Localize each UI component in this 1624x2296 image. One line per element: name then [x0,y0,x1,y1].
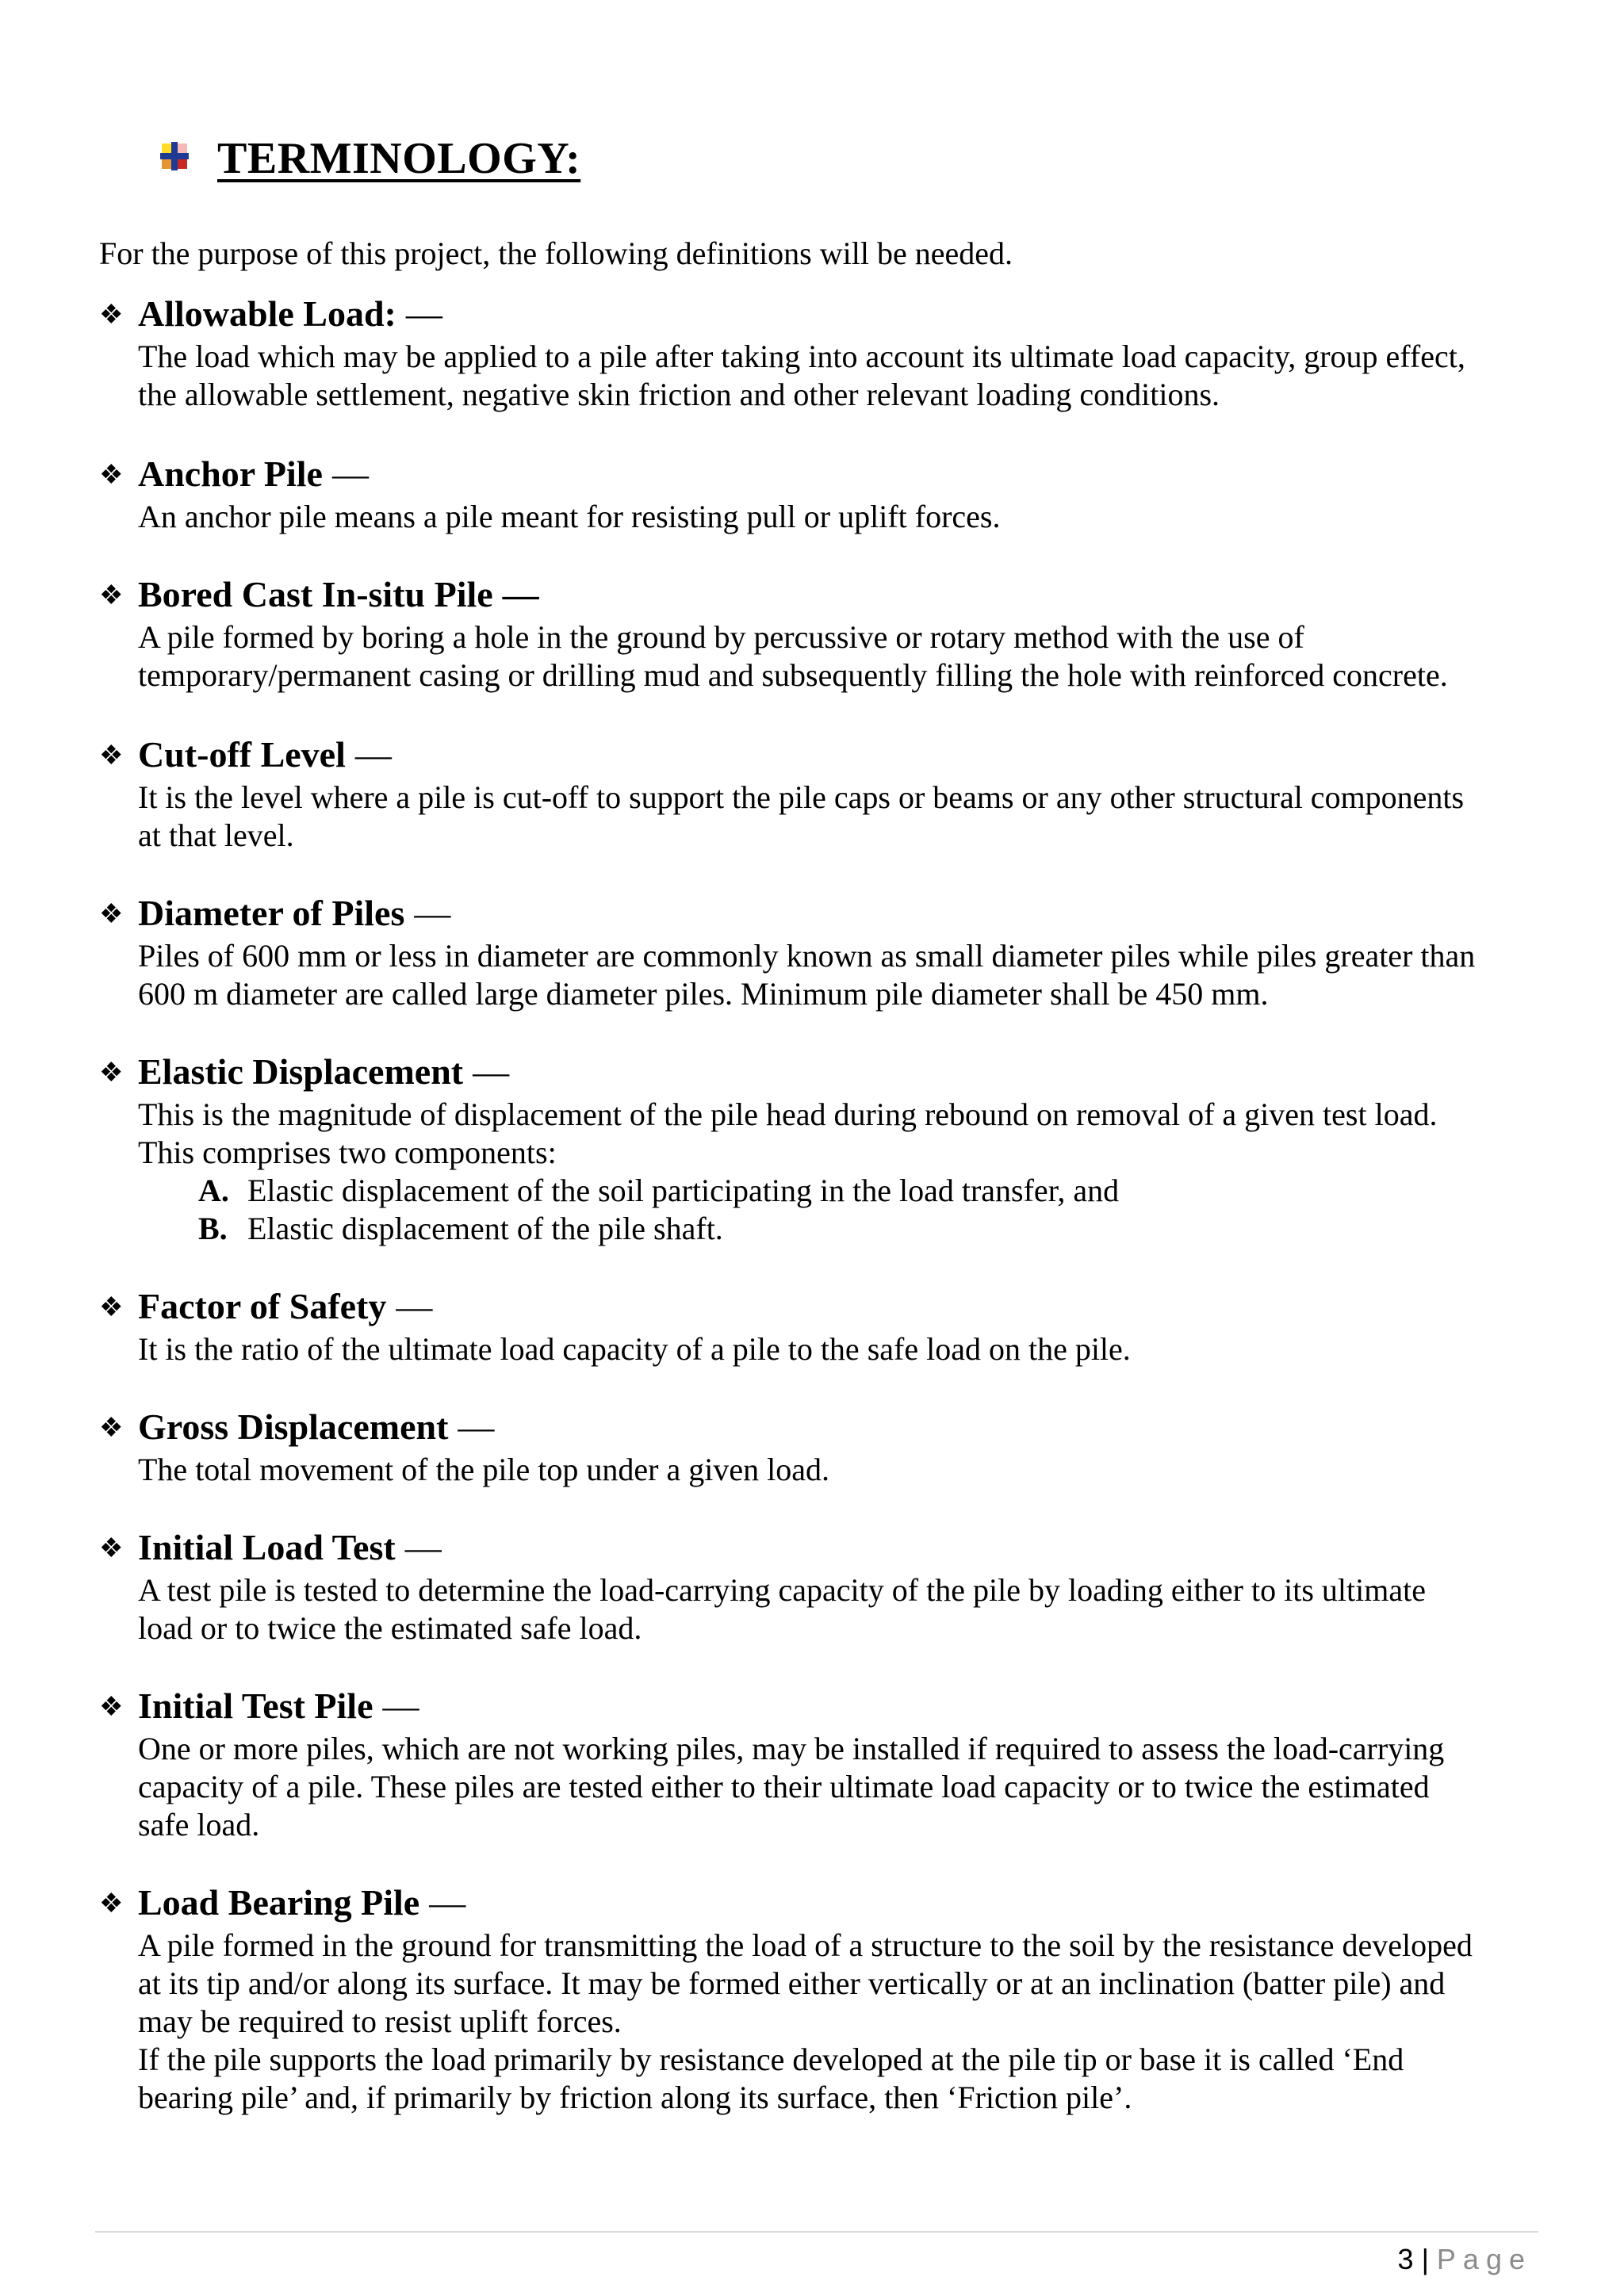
term-dash: — [382,1686,419,1726]
term-entry [99,1525,1550,1647]
term-heading [99,1405,1550,1449]
definition-line: temporary/permanent casing or drilling mud and subsequently filling the hole with reinforced concrete. [138,657,1448,693]
term-definition [138,1927,1550,2117]
term-dash: — [405,293,442,334]
term-dash: — [502,574,539,614]
term-heading [99,1050,1550,1094]
diamond-bullet-icon: ❖ [99,900,124,929]
term-heading [99,1881,1550,1925]
component-list [198,1172,1550,1248]
definition-line: the allowable settlement, negative skin friction and other relevant loading conditions. [138,377,1220,412]
definition-line: A pile formed in the ground for transmitting the load of a structure to the soil by the resistance developed [138,1927,1473,1963]
term-entry [99,1881,1550,2117]
definition-line: This is the magnitude of displacement of the pile head during rebound on removal of a given test load. [138,1096,1438,1132]
term-heading [99,1525,1550,1570]
term-entry [99,1050,1550,1248]
definition-line: The load which may be applied to a pile after taking into account its ultimate load capacity, group effect, [138,339,1465,374]
term-definition [138,1451,1550,1489]
term-entry [99,891,1550,1013]
term-definition [138,1571,1550,1647]
term-name: Initial Test Pile [138,1686,373,1726]
term-entry [99,1284,1550,1368]
term-dash: — [429,1882,466,1923]
term-name: Initial Load Test [138,1527,396,1567]
term-entry [99,572,1550,695]
definition-line: capacity of a pile. These piles are tested either to their ultimate load capacity or to twice the estimated [138,1769,1430,1804]
page-title: TERMINOLOGY: [217,134,581,183]
definition-line: at its tip and/or along its surface. It may be formed either vertically or at an inclination (batter pile) and [138,1965,1446,2001]
diamond-bullet-icon: ❖ [99,1889,124,1919]
term-name: Allowable Load: [138,293,396,334]
definition-line: may be required to resist uplift forces. [138,2003,622,2039]
term-dash: — [473,1051,510,1092]
definition-line: The total movement of the pile top under a given load. [138,1452,829,1487]
term-definition [138,1096,1550,1248]
term-dash: — [414,893,451,933]
term-definition [138,1330,1550,1368]
term-definition [138,779,1550,855]
term-dash: — [404,1527,442,1567]
definition-line: safe load. [138,1807,260,1843]
term-definition [138,338,1550,414]
diamond-bullet-icon: ❖ [99,741,124,771]
diamond-bullet-icon: ❖ [99,1058,124,1088]
footer-divider [95,2231,1538,2233]
term-definition [138,1730,1550,1844]
section-heading [159,133,580,184]
page-footer [1398,2242,1532,2277]
definition-line: If the pile supports the load primarily by resistance developed at the pile tip or base it is called ‘End [138,2042,1404,2077]
term-dash: — [396,1286,433,1326]
term-dash: — [331,453,369,494]
component-item [198,1210,1550,1248]
definition-line: 600 m diameter are called large diameter piles. Minimum pile diameter shall be 450 mm. [138,976,1269,1012]
definition-line: at that level. [138,817,294,853]
component-text: Elastic displacement of the soil participating in the load transfer, and [247,1173,1120,1208]
component-letter: A. [198,1173,229,1208]
definition-line: A test pile is tested to determine the load-carrying capacity of the pile by loading either to its ultimate [138,1572,1426,1608]
diamond-bullet-icon: ❖ [99,1293,124,1322]
definition-line: bearing pile’ and, if primarily by friction along its surface, then ‘Friction pile’. [138,2080,1132,2115]
term-heading [99,452,1550,496]
component-item [198,1172,1550,1210]
term-entry [99,452,1550,536]
term-definition [138,937,1550,1013]
page-label: Page [1436,2243,1532,2275]
term-dash: — [458,1406,495,1447]
definition-line: An anchor pile means a pile meant for resisting pull or uplift forces. [138,499,1001,534]
term-name: Elastic Displacement [138,1051,464,1092]
term-heading [99,733,1550,777]
definition-line: load or to twice the estimated safe load. [138,1610,642,1646]
definition-line: One or more piles, which are not working piles, may be installed if required to assess the load-carrying [138,1731,1445,1766]
term-name: Anchor Pile [138,453,323,494]
diamond-bullet-icon: ❖ [99,1534,124,1563]
term-dash: — [354,734,392,775]
diamond-bullet-icon: ❖ [99,1414,124,1443]
term-name: Diameter of Piles [138,893,405,933]
diamond-bullet-icon: ❖ [99,1693,124,1722]
definition-line: It is the ratio of the ultimate load capacity of a pile to the safe load on the pile. [138,1331,1131,1367]
term-definition [138,618,1550,695]
term-entry [99,1684,1550,1844]
definition-line: It is the level where a pile is cut-off to support the pile caps or beams or any other structural components [138,779,1465,815]
term-entry [99,1405,1550,1489]
bullet-cross-icon [159,140,190,172]
term-name: Cut-off Level [138,734,346,775]
definition-line: Piles of 600 mm or less in diameter are commonly known as small diameter piles while piles greater than [138,938,1476,974]
term-name: Gross Displacement [138,1406,449,1447]
term-definition [138,498,1550,536]
page-number: 3 [1397,2243,1414,2275]
component-text: Elastic displacement of the pile shaft. [247,1211,723,1246]
footer-separator: | [1421,2243,1429,2275]
term-heading [99,1284,1550,1329]
definition-line: This comprises two components: [138,1135,557,1170]
term-heading [99,292,1550,336]
diamond-bullet-icon: ❖ [99,581,124,610]
term-heading [99,572,1550,617]
term-name: Load Bearing Pile [138,1882,420,1923]
diamond-bullet-icon: ❖ [99,461,124,490]
term-entry [99,292,1550,414]
term-heading [99,1684,1550,1728]
definition-line: A pile formed by boring a hole in the ground by percussive or rotary method with the use of [138,619,1304,655]
component-letter: B. [198,1211,228,1246]
term-name: Bored Cast In-situ Pile [138,574,493,614]
term-heading [99,891,1550,936]
diamond-bullet-icon: ❖ [99,300,124,330]
term-entry [99,733,1550,855]
term-name: Factor of Safety [138,1286,387,1326]
intro-text: For the purpose of this project, the following definitions will be needed. [99,235,1013,271]
terms-list [99,292,1550,2117]
